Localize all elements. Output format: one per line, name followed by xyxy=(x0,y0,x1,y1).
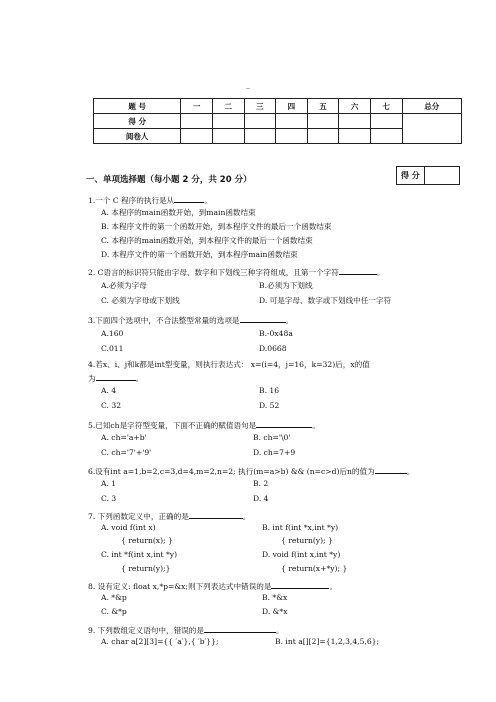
score-table-cell: 七 xyxy=(370,99,402,114)
score-table-row xyxy=(94,114,462,129)
option-d: D. 4 xyxy=(253,494,269,503)
question-text: 3.下面四个选项中，不合法整型常量的选项是 xyxy=(88,316,240,325)
section-title: 一、单项选择题（每小题 2 分，共 20 分） xyxy=(86,175,252,185)
option-b: B.必须为下划线 xyxy=(259,281,313,290)
option-c: C.011 xyxy=(101,344,124,353)
option-d: D. &*x xyxy=(262,607,288,616)
answer-blank[interactable] xyxy=(189,510,243,519)
period: 。 xyxy=(285,316,294,325)
option-a: A. ch='a+b' xyxy=(101,433,147,442)
score-input-cell[interactable] xyxy=(276,114,308,129)
score-input-cell[interactable] xyxy=(212,114,244,129)
question-7 xyxy=(88,510,250,521)
answer-blank[interactable] xyxy=(96,372,136,381)
option-d-body: { return(x+*y); } xyxy=(281,564,348,573)
option-a: A. 本程序的main函数开始，到main函数结束 xyxy=(101,208,256,217)
period: 。 xyxy=(242,512,251,521)
section-score-input[interactable] xyxy=(424,167,459,185)
option-a-body: { return(x); } xyxy=(121,536,173,545)
grader-row-label: 阅卷人 xyxy=(94,129,181,144)
option-a: A.160 xyxy=(101,329,124,338)
answer-blank[interactable] xyxy=(204,624,276,633)
question-8 xyxy=(88,580,337,591)
score-row-label: 得 分 xyxy=(94,114,181,129)
option-b: B. *&x xyxy=(262,593,288,602)
option-a: A.必须为字母 xyxy=(101,281,147,290)
question-text: 8. 设有定义: float x,*p=&x;则下列表达式中错误的是 xyxy=(88,582,272,591)
option-d: D. ch=7+9 xyxy=(253,448,296,457)
question-3 xyxy=(88,314,293,325)
score-table xyxy=(93,98,462,144)
option-b: B. 2 xyxy=(253,479,269,488)
period: 。 xyxy=(204,196,212,205)
section-score-label: 得 分 xyxy=(397,167,425,185)
header-mark: _ xyxy=(246,80,250,89)
question-2 xyxy=(88,266,384,277)
option-a: A. 4 xyxy=(101,386,117,395)
option-a: A. void f(int x) xyxy=(101,523,156,532)
answer-blank[interactable] xyxy=(375,465,407,474)
grader-input-cell[interactable] xyxy=(181,129,213,144)
option-d: D.0668 xyxy=(259,344,287,353)
option-d: D. 可是字母、数字或下划线中任一字符 xyxy=(259,296,392,305)
grader-input-cell[interactable] xyxy=(212,129,244,144)
grader-input-cell[interactable] xyxy=(244,129,276,144)
question-text: 7. 下列函数定义中，正确的是 xyxy=(88,512,189,521)
option-c: C. ch='7'+'9' xyxy=(101,448,152,457)
score-input-cell[interactable] xyxy=(244,114,276,129)
question-text: 1.一个 C 程序的执行是从 xyxy=(88,196,175,205)
question-9 xyxy=(88,624,284,635)
option-a: A. char a[2][3]={{ ′a′},{ ′b′}}; xyxy=(101,637,219,646)
option-b: B. ch='\0' xyxy=(253,433,291,442)
answer-blank[interactable] xyxy=(240,314,286,323)
option-c-body: { return(y);} xyxy=(121,564,171,573)
period: 。 xyxy=(275,626,284,635)
option-d: D. void f(int x,int *y) xyxy=(262,550,341,559)
question-6 xyxy=(88,465,414,476)
period: 。 xyxy=(135,374,144,383)
option-d: D. 本程序文件的第一个函数开始，到本程序main函数结束 xyxy=(101,250,298,259)
option-b: B. int a[][2]={1,2,3,4,5,6}; xyxy=(275,637,380,646)
answer-blank[interactable] xyxy=(339,266,377,275)
answer-blank[interactable] xyxy=(271,580,329,589)
option-a: A. 1 xyxy=(101,479,117,488)
score-table-cell: 三 xyxy=(244,99,276,114)
score-table-cell: 一 xyxy=(181,99,213,114)
grader-input-cell[interactable] xyxy=(307,129,339,144)
score-input-cell[interactable] xyxy=(370,114,402,129)
score-table-header-row xyxy=(94,99,462,114)
option-b: B. 16 xyxy=(259,386,280,395)
option-c: C. 本程序的main函数开始，到本程序文件的最后一个函数结束 xyxy=(101,236,313,245)
period: 。 xyxy=(312,421,320,430)
option-b: B. 本程序文件的第一个函数开始，到本程序文件的最后一个函数结束 xyxy=(101,222,332,231)
question-text: 6.设有int a=1,b=2,c=3,d=4,m=2,n=2; 执行(m=a>b) && (n=c>d)后n的值为 xyxy=(88,467,375,476)
score-table-cell: 总分 xyxy=(402,99,462,114)
grader-input-cell[interactable] xyxy=(339,129,371,144)
score-input-cell[interactable] xyxy=(307,114,339,129)
question-4: 4.若x、i、j和k都是int型变量，则执行表达式： x=(i=4，j=16，k=32)后，x的值 xyxy=(88,360,370,369)
question-text: 5.已知ch是字符型变量，下面不正确的赋值语句是 xyxy=(88,421,257,430)
grader-input-cell[interactable] xyxy=(370,129,402,144)
option-d: D. 52 xyxy=(259,401,280,410)
score-table-cell: 二 xyxy=(212,99,244,114)
section-score-box xyxy=(396,166,460,185)
grader-input-cell[interactable] xyxy=(276,129,308,144)
question-4-cont xyxy=(88,372,143,383)
score-input-cell[interactable] xyxy=(181,114,213,129)
option-c: C. &*p xyxy=(101,607,127,616)
score-input-cell[interactable] xyxy=(339,114,371,129)
option-a: A. *&p xyxy=(101,593,127,602)
question-text: 2. C语言的标识符只能由字母、数字和下划线三种字符组成，且第一个字符 xyxy=(88,268,339,277)
option-b: B.-0x48a xyxy=(259,329,293,338)
option-c: C. 32 xyxy=(101,401,122,410)
score-table-cell: 五 xyxy=(307,99,339,114)
option-b: B. int f(int *x,int *y) xyxy=(262,523,339,532)
score-table-cell: 题 号 xyxy=(94,99,181,114)
total-score-cell[interactable] xyxy=(402,114,462,144)
option-c: C. 3 xyxy=(101,494,117,503)
option-c: C. 必须为字母或下划线 xyxy=(101,296,180,305)
option-b-body: { return(y); } xyxy=(281,536,333,545)
question-text: 9. 下列数组定义语句中，错误的是 xyxy=(88,626,204,635)
period: 。 xyxy=(376,268,385,277)
answer-blank[interactable] xyxy=(256,419,312,428)
question-5 xyxy=(88,419,320,430)
answer-blank[interactable] xyxy=(174,194,204,203)
option-c: C. int *f(int x,int *y) xyxy=(101,550,178,559)
period: 。 xyxy=(329,582,338,591)
period: 。 xyxy=(406,467,415,476)
score-table-cell: 四 xyxy=(276,99,308,114)
score-table-cell: 六 xyxy=(339,99,371,114)
question-1 xyxy=(88,194,212,205)
question-text: 为 xyxy=(88,374,96,383)
